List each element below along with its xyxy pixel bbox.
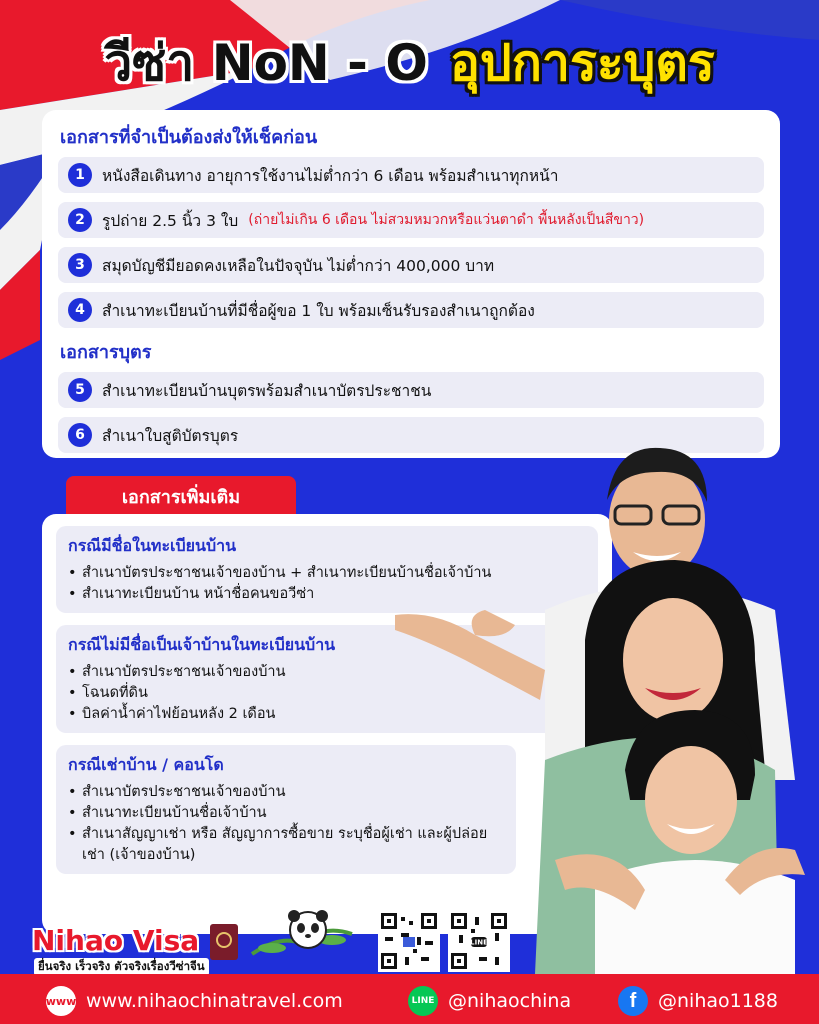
list-item: [58, 202, 764, 238]
brand-name: Nihao Visa: [32, 924, 200, 957]
child-docs-heading: เอกสารบุตร: [60, 342, 152, 363]
qr-code-line[interactable]: [448, 910, 510, 972]
list-item: • สำเนาทะเบียนบ้าน หน้าชื่อคนขอวีซ่า: [68, 584, 586, 605]
footer-bar: [0, 974, 819, 1024]
item-text: หนังสือเดินทาง อายุการใช้งานไม่ต่ำกว่า 6 เดือน พร้อมสำเนาทุกหน้า: [102, 166, 559, 185]
number-badge: 6: [68, 423, 92, 447]
number-badge: 3: [68, 253, 92, 277]
item-text: สำเนาทะเบียนบ้านที่มีชื่อผู้ขอ 1 ใบ พร้อมเซ็นรับรองสำเนาถูกต้อง: [102, 301, 535, 320]
website-text: www.nihaochinatravel.com: [86, 990, 343, 1012]
family-photo: [395, 440, 819, 974]
item-text: สำเนาใบสูติบัตรบุตร: [102, 426, 239, 445]
title-visa-type: วีซ่า NoN - O: [104, 33, 428, 92]
list-item: • สำเนาบัตรประชาชนเจ้าของบ้าน + สำเนาทะเบียนบ้านชื่อเจ้าบ้าน: [68, 563, 586, 584]
facebook-text: @nihao1188: [658, 990, 778, 1012]
qr-code-facebook[interactable]: [378, 910, 440, 972]
number-badge: 5: [68, 378, 92, 402]
panda-icon: [242, 904, 362, 970]
list-item: [58, 247, 764, 283]
list-item: • สำเนาบัตรประชาชนเจ้าของบ้าน: [68, 782, 504, 803]
website-link[interactable]: [46, 986, 343, 1016]
brand-logo: [32, 922, 362, 972]
globe-icon: www: [46, 986, 76, 1016]
brand-tagline: ยื่นจริง เร็วจริง ตัวจริงเรื่องวีซ่าจีน: [34, 958, 209, 976]
list-item: • บิลค่าน้ำค่าไฟย้อนหลัง 2 เดือน: [68, 704, 586, 725]
item-text: สำเนาทะเบียนบ้านบุตรพร้อมสำเนาบัตรประชาชน: [102, 381, 432, 400]
case-heading: กรณีมีชื่อในทะเบียนบ้าน: [68, 536, 237, 555]
item-text: รูปถ่าย 2.5 นิ้ว 3 ใบ: [102, 211, 239, 230]
page-title: [0, 18, 819, 108]
line-text: @nihaochina: [448, 990, 572, 1012]
required-heading: เอกสารที่จำเป็นต้องส่งให้เช็คก่อน: [60, 127, 318, 148]
line-link[interactable]: [408, 986, 571, 1016]
case-heading: กรณีเช่าบ้าน / คอนโด: [68, 755, 224, 774]
extra-documents-tab: เอกสารเพิ่มเติม: [66, 476, 296, 516]
line-icon: LINE: [408, 986, 438, 1016]
line-label: LINE: [470, 938, 488, 947]
item-text: สมุดบัญชีมียอดคงเหลือในปัจจุบัน ไม่ต่ำกว่า 400,000 บาท: [102, 256, 495, 275]
item-note: (ถ่ายไม่เกิน 6 เดือน ไม่สวมหมวกหรือแว่นตาดำ พื้นหลังเป็นสีขาว): [248, 212, 645, 228]
title-purpose: อุปการะบุตร: [449, 33, 715, 92]
list-item: • โฉนดที่ดิน: [68, 683, 586, 704]
number-badge: 1: [68, 163, 92, 187]
list-item: • สำเนาทะเบียนบ้านชื่อเจ้าบ้าน: [68, 803, 504, 824]
list-item: • สำเนาสัญญาเช่า หรือ สัญญาการซื้อขาย ระบุชื่อผู้เช่า และผู้ปล่อยเช่า (เจ้าของบ้าน): [68, 824, 504, 866]
list-item: [58, 292, 764, 328]
facebook-link[interactable]: [618, 986, 778, 1016]
passport-icon: [208, 922, 242, 962]
list-item: • สำเนาบัตรประชาชนเจ้าของบ้าน: [68, 662, 586, 683]
case-heading: กรณีไม่มีชื่อเป็นเจ้าบ้านในทะเบียนบ้าน: [68, 635, 336, 654]
list-item: [58, 157, 764, 193]
list-item: [58, 372, 764, 408]
facebook-icon: f: [618, 986, 648, 1016]
required-documents-card: [42, 110, 780, 458]
number-badge: 2: [68, 208, 92, 232]
number-badge: 4: [68, 298, 92, 322]
